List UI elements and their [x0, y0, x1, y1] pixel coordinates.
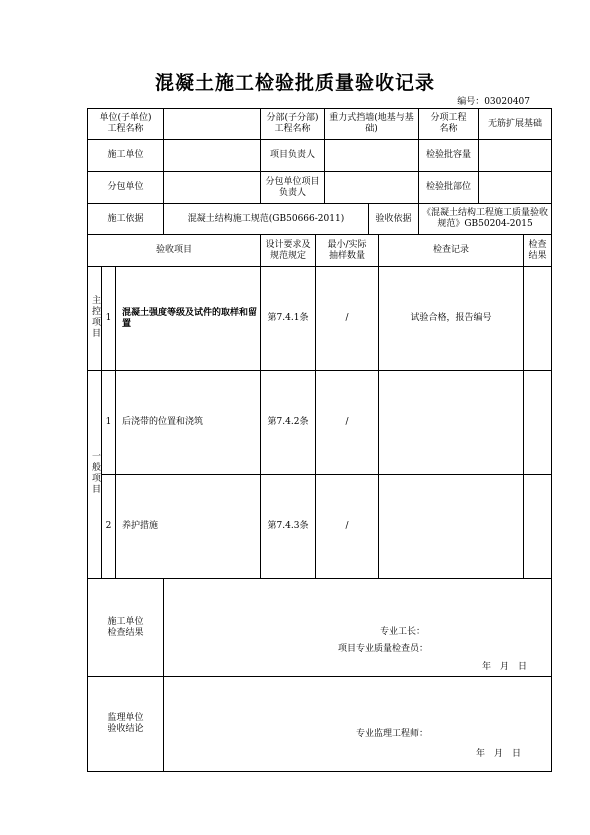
foreman-signature-label: 专业工长： [380, 627, 426, 637]
batch-capacity-value[interactable] [479, 140, 552, 172]
construction-check-label: 施工单位 检查结果 [88, 579, 164, 677]
sub-pm-value[interactable] [325, 172, 419, 204]
item-description: 后浇带的位置和浇筑 [116, 371, 261, 475]
construction-basis-label: 施工依据 [88, 204, 164, 235]
unit-name-value[interactable] [164, 109, 261, 140]
row-number: 2 [102, 475, 116, 579]
item-description: 混凝土强度等级及试件的取样和留置 [116, 267, 261, 371]
header-row-2 [88, 140, 552, 172]
col-design-header: 设计要求及 规范规定 [261, 235, 316, 267]
batch-location-label: 检验批部位 [419, 172, 479, 204]
construction-check-area[interactable] [164, 579, 552, 677]
subitem-name-label: 分项工程 名称 [419, 109, 479, 140]
subcontractor-label: 分包单位 [88, 172, 164, 204]
row-number: 1 [102, 267, 116, 371]
col-sample-header: 最小/实际 抽样数量 [316, 235, 379, 267]
project-manager-value[interactable] [325, 140, 419, 172]
supervising-engineer-label: 专业监理工程师： [356, 729, 429, 739]
clause-reference: 第7.4.1条 [261, 267, 316, 371]
construction-basis-value[interactable]: 混凝土结构施工规范(GB50666-2011) [164, 204, 369, 235]
supervision-date: 年 月 日 [476, 749, 522, 759]
construction-check-row [88, 579, 552, 677]
general-row [88, 371, 552, 475]
general-items-label: 一般项目 [88, 371, 102, 579]
construction-date: 年 月 日 [482, 662, 528, 672]
column-header-row [88, 235, 552, 267]
acceptance-basis-value[interactable]: 《混凝土结构工程施工质量验收规范》GB50204-2015 [419, 204, 552, 235]
constructor-label: 施工单位 [88, 140, 164, 172]
sample-quantity[interactable]: / [316, 267, 379, 371]
supervision-row [88, 677, 552, 772]
sub-pm-label: 分包单位项目 负责人 [261, 172, 325, 204]
division-name-value[interactable]: 重力式挡墙(地基与基础) [325, 109, 419, 140]
batch-location-value[interactable] [479, 172, 552, 204]
check-record[interactable] [379, 475, 524, 579]
acceptance-basis-label: 验收依据 [369, 204, 419, 235]
clause-reference: 第7.4.2条 [261, 371, 316, 475]
col-item-header: 验收项目 [88, 235, 261, 267]
sample-quantity[interactable]: / [316, 371, 379, 475]
clause-reference: 第7.4.3条 [261, 475, 316, 579]
check-record[interactable]: 试验合格，报告编号 [379, 267, 524, 371]
project-manager-label: 项目负责人 [261, 140, 325, 172]
document-number: 编号：03020407 [457, 97, 530, 107]
quality-inspector-label: 项目专业质量检查员： [338, 644, 429, 654]
constructor-value[interactable] [164, 140, 261, 172]
supervision-area[interactable] [164, 677, 552, 772]
main-control-row [88, 267, 552, 371]
check-result[interactable] [524, 267, 552, 371]
col-result-header: 检查 结果 [524, 235, 552, 267]
header-row-1 [88, 109, 552, 140]
supervision-label: 监理单位 验收结论 [88, 677, 164, 772]
page-title: 混凝土施工检验批质量验收记录 [154, 72, 435, 94]
check-record[interactable] [379, 371, 524, 475]
subcontractor-value[interactable] [164, 172, 261, 204]
batch-capacity-label: 检验批容量 [419, 140, 479, 172]
check-result[interactable] [524, 475, 552, 579]
main-control-label: 主控项目 [88, 267, 102, 371]
subitem-name-value[interactable]: 无筋扩展基础 [479, 109, 552, 140]
header-row-3 [88, 172, 552, 204]
division-name-label: 分部(子分部) 工程名称 [261, 109, 325, 140]
general-row [88, 475, 552, 579]
inspection-form-table [87, 108, 552, 772]
col-record-header: 检查记录 [379, 235, 524, 267]
sample-quantity[interactable]: / [316, 475, 379, 579]
check-result[interactable] [524, 371, 552, 475]
unit-name-label: 单位(子单位) 工程名称 [88, 109, 164, 140]
header-row-4 [88, 204, 552, 235]
item-description: 养护措施 [116, 475, 261, 579]
row-number: 1 [102, 371, 116, 475]
